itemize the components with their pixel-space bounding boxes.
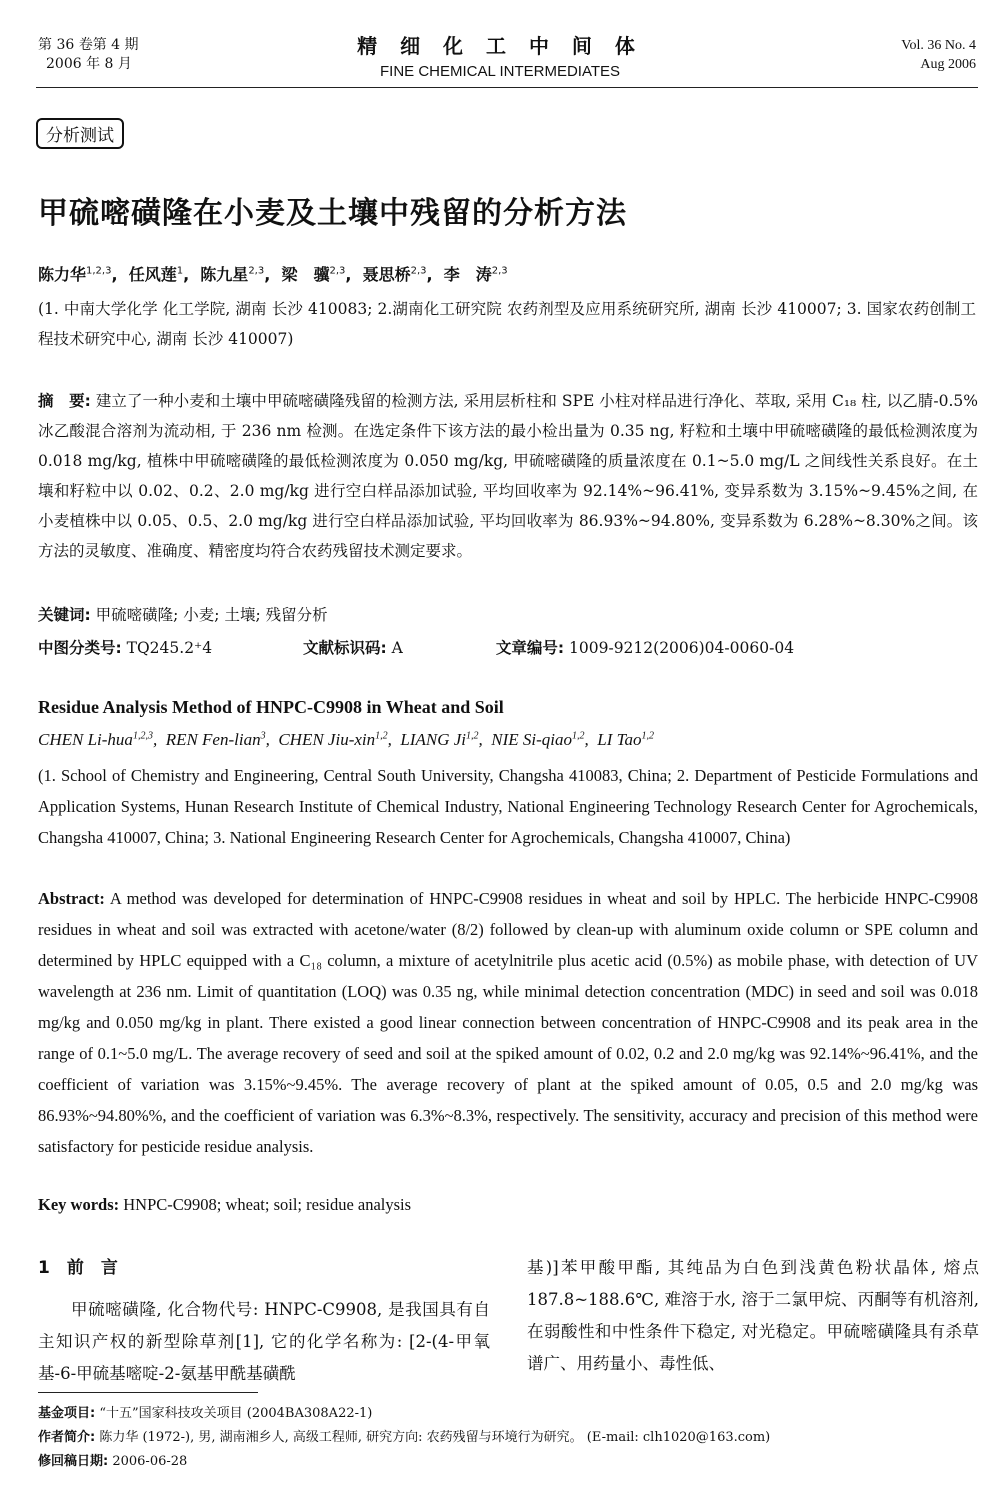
- footnote-revised: [38, 1450, 770, 1474]
- author-bio-label: 作者简介:: [38, 1430, 96, 1445]
- author-bio-text: 陈力华 (1972-), 男, 湖南湘乡人, 高级工程师, 研究方向: 农药残留与环境行为研究。 (E-mail: clh1020@163.com): [99, 1430, 771, 1445]
- fund-label: 基金项目:: [38, 1406, 96, 1421]
- volume-cn: 第 36 卷第 4 期: [38, 37, 139, 53]
- author-affil-sup-en: 1,2: [375, 730, 388, 742]
- author-name-en: LIANG Ji: [400, 730, 467, 749]
- author-name-en: LI Tao: [597, 730, 642, 749]
- fund-text: “十五”国家科技攻关项目 (2004BA308A22-1): [99, 1406, 373, 1421]
- journal-header: [0, 30, 1000, 80]
- affiliation-cn: (1. 中南大学化学 化工学院, 湖南 长沙 410083; 2.湖南化工研究院 农药剂型及应用系统研究所, 湖南 长沙 410007; 3. 国家农药创制工程技术研究中心, 湖南 长沙 410007): [38, 300, 976, 348]
- doc-code-value: A: [391, 639, 403, 657]
- author-name: 聂思桥: [362, 265, 411, 284]
- author-affil-sup-en: 3: [260, 730, 266, 742]
- body-column-left: [38, 1252, 490, 1390]
- author-name: 任风莲: [128, 265, 177, 284]
- journal-name-en: FINE CHEMICAL INTERMEDIATES: [379, 63, 621, 80]
- author-affil-sup-en: 1,2: [641, 730, 655, 742]
- footnote-fund: [38, 1402, 770, 1426]
- author-list-en: CHEN Li-hua$^{1,2,3}$, REN Fen-lian$^3$, CHEN Jiu-xin$^{1,2}$, LIANG Ji$^{1,2}$, NIE Si-qiao$^{1,2}$, LI Tao$^{1,2}$: [38, 730, 655, 749]
- date-en: Aug 2006: [920, 57, 976, 72]
- doc-code-label: 文献标识码:: [302, 639, 387, 657]
- footnote-author: [38, 1426, 770, 1450]
- author-affil-sup: 2,3: [410, 265, 427, 277]
- body-paragraph-continued: 基)]苯甲酸甲酯, 其纯品为白色到浅黄色粉状晶体, 熔点 187.8~188.6℃, 难溶于水, 溶于二氯甲烷、丙酮等有机溶剂, 在弱酸性和中性条件下稳定, 对光稳定。甲硫嘧磺隆具有杀草谱广、用药量小、毒性低、: [527, 1258, 979, 1373]
- keywords-en: [38, 1195, 411, 1215]
- abstract-en: [38, 883, 978, 1162]
- affiliation-en: (1. School of Chemistry and Engineering, Central South University, Changsha 410083, China; 2. Department of Pesticide Formulations and Application Systems, Hunan Research Institute of Chemical Industry, National Engineering Technology Research Center for Agrochemicals, Changsha 410007, China; 3. National Engineering Research Center for Agrochemicals, Changsha 410007, China): [38, 766, 978, 847]
- abstract-cn-label: 摘 要:: [38, 392, 91, 410]
- author-affil-sup: 1: [176, 265, 184, 277]
- author-name-en: CHEN Li-hua: [38, 730, 133, 749]
- author-affil-sup: 2,3: [329, 265, 346, 277]
- header-right: [901, 36, 976, 74]
- revised-date-label: 修回稿日期:: [38, 1454, 109, 1469]
- author-affil-sup: 2,3: [248, 265, 265, 277]
- revised-date-text: 2006-06-28: [112, 1454, 188, 1469]
- body-column-right: [527, 1252, 979, 1380]
- article-title-en: Residue Analysis Method of HNPC-C9908 in Wheat and Soil: [38, 697, 504, 717]
- date-cn: 2006 年 8 月: [46, 56, 132, 72]
- keywords-cn-text: 甲硫嘧磺隆; 小麦; 土壤; 残留分析: [95, 606, 328, 624]
- classification-line: [38, 636, 978, 658]
- author-affil-sup-en: 1,2: [466, 730, 479, 742]
- author-name: 梁 骥: [281, 265, 330, 284]
- author-name: 陈力华: [38, 265, 87, 284]
- clc-value: TQ245.2⁺4: [126, 639, 213, 657]
- section-tag: 分析测试: [36, 118, 124, 149]
- keywords-en-text: HNPC-C9908; wheat; soil; residue analysis: [123, 1195, 412, 1214]
- author-list-cn: 陈力华$^{1,2,3}$, 任风莲$^1$, 陈九星$^{2,3}$, 梁 骥$^{2,3}$, 聂思桥$^{2,3}$, 李 涛$^{2,3}$: [38, 265, 508, 284]
- footnotes: [38, 1402, 770, 1474]
- author-affil-sup: 1,2,3: [86, 265, 112, 277]
- author-affil-sup: 2,3: [491, 265, 508, 277]
- section-heading-introduction: 1 前 言: [38, 1258, 118, 1278]
- author-name-en: CHEN Jiu-xin: [278, 730, 376, 749]
- author-name: 李 涛: [443, 265, 492, 284]
- keywords-cn: [38, 603, 328, 625]
- author-name-en: NIE Si-qiao: [491, 730, 573, 749]
- journal-name-cn: 精 细 化 工 中 间 体: [357, 34, 643, 58]
- author-name: 陈九星: [200, 265, 249, 284]
- abstract-en-text: A method was developed for determination of HNPC-C9908 residues in wheat and soil by HPLC. The herbicide HNPC-C9908 residues in wheat and soil was extracted with acetone/water (8/2) followed by clean-up with aluminum oxide column or SPE column and determined by HPLC equipped with a C₁₈ column, a mixture of acetylnitrile plus acetic acid (0.5%) as mobile phase, with detection of UV wavelength at 236 nm. Limit of quantitation (LOQ) was 0.35 ng, while minimal detection concentration (MDC) in seed and soil was 0.018 mg/kg and 0.050 mg/kg in plant. There existed a good linear connection between concentration of HNPC-C9908 and its peak area in the range of 0.1~5.0 mg/L. The average recovery of seed and soil at the spiked amount of 0.02, 0.2 and 2.0 mg/kg was 92.14%~96.41%, and the coefficient of variation was 3.15%~9.45%. The average recovery of plant at the spiked amount of 0.05, 0.5 and 2.0 mg/kg was 86.93%~94.80%%, and the coefficient of variation was 6.3%~8.3%, respectively. The sensitivity, accuracy and precision of this method were satisfactory for pesticide residue analysis.: [38, 889, 978, 1156]
- keywords-en-label: Key words:: [38, 1195, 120, 1214]
- author-affil-sup-en: 1,2,3: [132, 730, 153, 742]
- clc-label: 中图分类号:: [38, 639, 122, 657]
- article-number-value: 1009-9212(2006)04-0060-04: [569, 639, 795, 657]
- author-name-en: REN Fen-lian: [165, 730, 261, 749]
- body-paragraph: 甲硫嘧磺隆, 化合物代号: HNPC-C9908, 是我国具有自主知识产权的新型除草剂[1], 它的化学名称为: [2-(4-甲氧基-6-甲硫基嘧啶-2-氨基甲酰基磺酰: [38, 1300, 490, 1383]
- author-affil-sup-en: 1,2: [572, 730, 585, 742]
- header-divider: [36, 87, 978, 88]
- footnote-divider: [38, 1392, 258, 1393]
- abstract-cn: [38, 386, 978, 566]
- keywords-cn-label: 关键词:: [38, 606, 91, 624]
- article-number-label: 文章编号:: [495, 639, 565, 657]
- volume-en: Vol. 36 No. 4: [901, 38, 976, 53]
- article-title-cn: 甲硫嘧磺隆在小麦及土壤中残留的分析方法: [38, 196, 627, 231]
- abstract-cn-text: 建立了一种小麦和土壤中甲硫嘧磺隆残留的检测方法, 采用层析柱和 SPE 小柱对样品进行净化、萃取, 采用 C₁₈ 柱, 以乙腈-0.5%冰乙酸混合溶剂为流动相, 于 236 nm 检测。在选定条件下该方法的最小检出量为 0.35 ng, 籽粒和土壤中甲硫嘧磺隆的最低检测浓度为 0.018 mg/kg, 植株中甲硫嘧磺隆的最低检测浓度为 0.050 mg/kg, 甲硫嘧磺隆的质量浓度在 0.1~5.0 mg/L 之间线性关系良好。在土壤和籽粒中以 0.02、0.2、2.0 mg/kg 进行空白样品添加试验, 平均回收率为 92.14%~96.41%, 变异系数为 3.15%~9.45%之间, 在小麦植株中以 0.05、0.5、2.0 mg/kg 进行空白样品添加试验, 平均回收率为 86.93%~94.80%, 变异系数为 6.28%~8.30%之间。该方法的灵敏度、准确度、精密度均符合农药残留技术测定要求。: [38, 392, 978, 560]
- abstract-en-label: Abstract:: [38, 889, 105, 908]
